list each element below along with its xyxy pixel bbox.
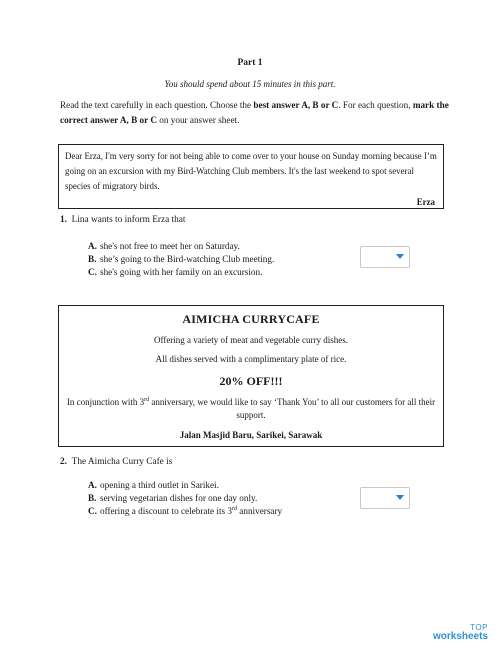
option-text: she's going with her family on an excursion.: [100, 267, 263, 277]
question-2: [60, 457, 172, 467]
topworksheets-logo: [433, 623, 488, 641]
advert-line-3-pre: In conjunction with 3: [66, 397, 145, 407]
option-text: offering a discount to celebrate its 3: [100, 506, 232, 516]
question-1-option-b: [88, 253, 274, 266]
message-body: Dear Erza, I'm very sorry for not being able to come over to your house on Sunday morning because I’m going on an excursion with my Bird-Watching Club members. It's the last weekend to spot several species of migratory birds.: [65, 151, 437, 191]
question-2-answer-dropdown[interactable]: [360, 487, 410, 509]
instructions-text-3: on your answer sheet.: [156, 115, 240, 125]
instructions-bold-2: mark the correct answer A, B or C: [60, 100, 449, 125]
time-note: You should spend about 15 minutes in this part.: [164, 79, 336, 89]
option-letter: C.: [88, 506, 97, 516]
question-2-number: 2.: [60, 457, 67, 467]
option-text: she's not free to meet her on Saturday.: [100, 241, 240, 251]
advert-line-1: Offering a variety of meat and vegetable curry dishes.: [153, 335, 348, 345]
logo-line-1: TOP: [470, 623, 488, 632]
question-1-options: [88, 240, 274, 279]
question-2-option-b: [88, 492, 282, 505]
option-letter: A.: [88, 480, 97, 490]
option-letter: C.: [88, 267, 97, 277]
advert-line-3: [59, 396, 443, 422]
option-text-post: anniversary: [237, 506, 283, 516]
advert-line-3-sup: rd: [144, 397, 150, 403]
question-1-stem: Lina wants to inform Erza that: [71, 215, 186, 225]
instructions-text-2: . For each question,: [338, 100, 413, 110]
logo-line-2: worksheets: [432, 631, 488, 642]
chevron-down-icon: [396, 495, 404, 500]
cafe-address: Jalan Masjid Baru, Sarikei, Sarawak: [179, 430, 323, 440]
question-1-option-c: [88, 266, 274, 279]
advert-line-3-post: anniversary, we would like to say ‘Thank You’ to all our customers for all their support.: [149, 397, 436, 420]
question-1: [60, 215, 186, 225]
question-1-number: 1.: [60, 215, 67, 225]
advert-line-2: All dishes served with a complimentary plate of rice.: [155, 354, 347, 364]
question-1-answer-dropdown[interactable]: [360, 246, 410, 268]
instructions: [60, 98, 450, 128]
option-text: serving vegetarian dishes for one day only.: [100, 493, 258, 503]
question-2-stem: The Aimicha Curry Cafe is: [71, 457, 173, 467]
chevron-down-icon: [396, 254, 404, 259]
option-letter: B.: [88, 254, 97, 264]
instructions-text-1: Read the text carefully in each question. Choose the: [60, 100, 254, 110]
advert-box: [58, 305, 444, 447]
discount-text: 20% OFF!!!: [219, 374, 283, 388]
question-1-option-a: [88, 240, 274, 253]
cafe-name: AIMICHA CURRYCAFE: [182, 312, 320, 326]
question-2-options: [88, 479, 282, 518]
option-letter: B.: [88, 493, 97, 503]
instructions-bold-1: best answer A, B or C: [253, 100, 339, 110]
message-signature: Erza: [416, 197, 435, 207]
part-title: Part 1: [237, 58, 263, 68]
message-box: [58, 144, 444, 209]
question-2-option-a: [88, 479, 282, 492]
question-2-option-c: [88, 505, 282, 518]
option-sup: rd: [232, 505, 237, 512]
option-text: she’s going to the Bird-watching Club meeting.: [100, 254, 275, 264]
option-letter: A.: [88, 241, 97, 251]
option-text: opening a third outlet in Sarikei.: [100, 480, 219, 490]
